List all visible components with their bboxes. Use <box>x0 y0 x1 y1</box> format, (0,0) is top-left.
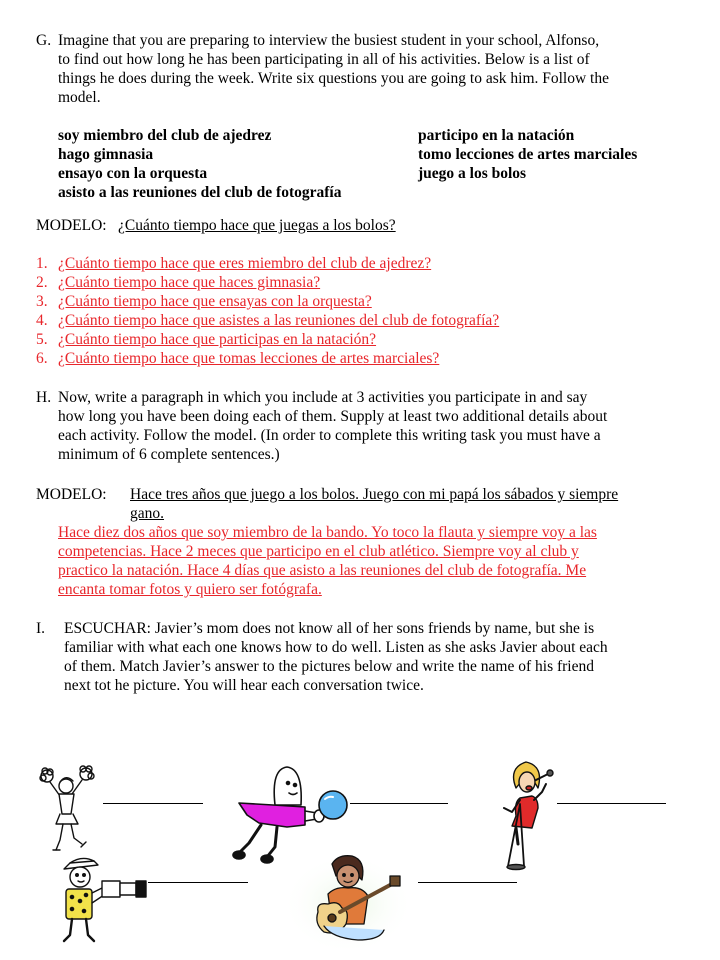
section-i-letter: I. <box>36 620 46 637</box>
modelo-label: MODELO: <box>36 486 107 503</box>
answer-number: 5. <box>36 331 48 348</box>
answer-question: ¿Cuánto tiempo hace que eres miembro del club de ajedrez? <box>58 255 432 272</box>
section-g-instruction-line: Imagine that you are preparing to interview the busiest student in your school, Alfonso, <box>58 32 600 49</box>
section-i-instruction-line: familiar with what each one knows how to do well. Listen as she asks Javier about each <box>64 639 608 656</box>
activity-item: asisto a las reuniones del club de fotografía <box>58 184 342 201</box>
activity-item: tomo lecciones de artes marciales <box>418 146 638 163</box>
answer-number: 6. <box>36 350 48 367</box>
activity-item: participo en la natación <box>418 127 575 144</box>
answer-number: 4. <box>36 312 48 329</box>
section-i-instruction-line: next tot he picture. You will hear each conversation twice. <box>64 677 424 694</box>
answer-number: 3. <box>36 293 48 310</box>
activity-item: juego a los bolos <box>418 165 527 182</box>
name-blank-cheerleader[interactable] <box>103 803 203 804</box>
name-blank-guitarist[interactable] <box>418 882 517 883</box>
activity-item: soy miembro del club de ajedrez <box>58 127 272 144</box>
section-h-instruction-line: Now, write a paragraph in which you include at 3 activities you participate in and say <box>58 389 588 406</box>
answer-paragraph-line: practico la natación. Hace 4 días que asisto a las reuniones del club de fotografía. Me <box>58 562 587 579</box>
answer-question: ¿Cuánto tiempo hace que participas en la natación? <box>58 331 377 348</box>
section-h-instruction-line: each activity. Follow the model. (In order to complete this writing task you must have a <box>58 427 601 444</box>
section-i-instruction-line: ESCUCHAR: Javier’s mom does not know all of her sons friends by name, but she is <box>64 620 595 637</box>
answer-paragraph-line: encanta tomar fotos y quiero ser fotógrafa. <box>58 581 322 598</box>
section-g-instruction-line: model. <box>58 89 101 106</box>
answer-number: 1. <box>36 255 48 272</box>
name-blank-photographer[interactable] <box>148 882 248 883</box>
answer-paragraph-line: Hace diez dos años que soy miembro de la bando. Yo toco la flauta y siempre voy a las <box>58 524 597 541</box>
section-h-letter: H. <box>36 389 52 406</box>
modelo-example: ¿Cuánto tiempo hace que juegas a los bolos? <box>118 217 396 234</box>
singer-picture <box>498 758 556 870</box>
cheerleader-picture <box>38 762 98 854</box>
guitarist-picture <box>288 852 413 950</box>
activity-item: ensayo con la orquesta <box>58 165 208 182</box>
name-blank-volleyball[interactable] <box>350 803 448 804</box>
modelo-label: MODELO: <box>36 217 107 234</box>
modelo-paragraph-line: gano. <box>130 505 165 522</box>
section-g-letter: G. <box>36 32 52 49</box>
name-blank-singer[interactable] <box>557 803 666 804</box>
answer-question: ¿Cuánto tiempo hace que haces gimnasia? <box>58 274 321 291</box>
answer-question: ¿Cuánto tiempo hace que ensayas con la orquesta? <box>58 293 372 310</box>
section-g-instruction-line: to find out how long he has been participating in all of his activities. Below is a list of <box>58 51 590 68</box>
modelo-paragraph-line: Hace tres años que juego a los bolos. Juego con mi papá los sábados y siempre <box>130 486 619 503</box>
activity-item: hago gimnasia <box>58 146 154 163</box>
section-i-instruction-line: of them. Match Javier’s answer to the pictures below and write the name of his friend <box>64 658 594 675</box>
answer-question: ¿Cuánto tiempo hace que tomas lecciones de artes marciales? <box>58 350 440 367</box>
section-g-instruction-line: things he does during the week. Write six questions you are going to ask him. Follow the <box>58 70 609 87</box>
volleyball-player-picture <box>225 765 350 865</box>
answer-number: 2. <box>36 274 48 291</box>
section-h-instruction-line: how long you have been doing each of them. Supply at least two additional details about <box>58 408 608 425</box>
photographer-picture <box>58 855 150 947</box>
answer-paragraph-line: competencias. Hace 2 meces que participo en el club atlético. Siempre voy al club y <box>58 543 579 560</box>
section-h-instruction-line: minimum of 6 complete sentences.) <box>58 446 280 463</box>
answer-question: ¿Cuánto tiempo hace que asistes a las reuniones del club de fotografía? <box>58 312 500 329</box>
